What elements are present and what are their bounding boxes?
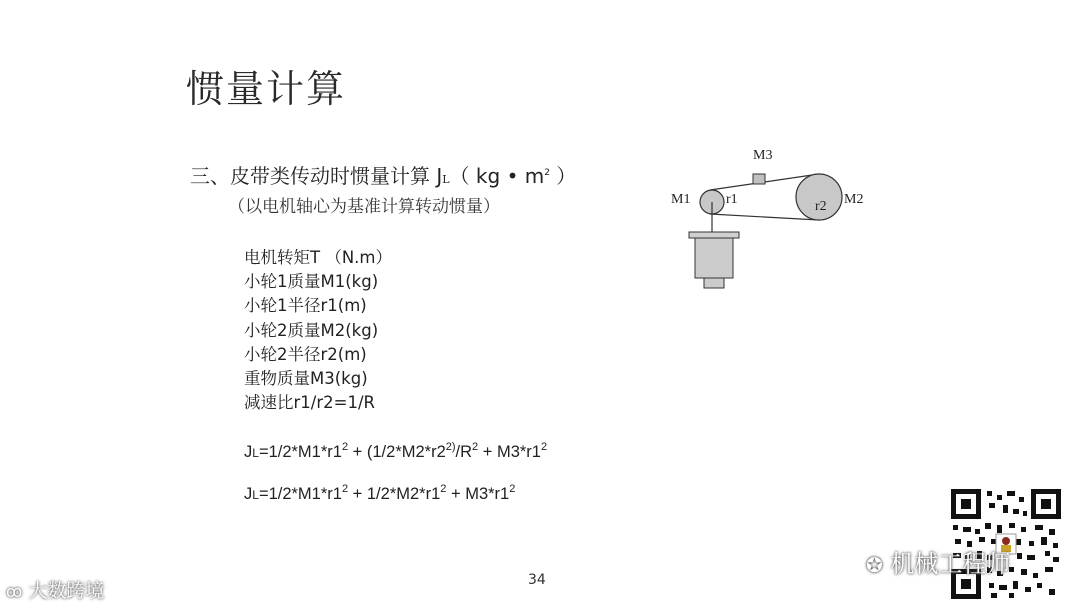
param-ratio: 减速比r1/r2=1/R	[244, 393, 375, 413]
formula-2-part3: + M3*r1	[446, 485, 510, 503]
param-motor-torque: 电机转矩T （N.m）	[244, 248, 392, 267]
formula-2-j: J	[244, 485, 253, 503]
heading-unit-close: ）	[549, 164, 577, 188]
heading-unit-exponent: 2	[544, 168, 550, 178]
weight-m3	[753, 174, 765, 184]
formula-2-part2: + 1/2*M2*r1	[348, 485, 441, 503]
param-m1: 小轮1质量M1(kg)	[244, 272, 379, 292]
watermark-right	[866, 544, 1010, 579]
formula-2	[244, 483, 515, 504]
formula-2-exp1: 2	[341, 483, 349, 495]
heading-text: 三、皮带类传动时惯量计算 J	[190, 164, 443, 188]
formula-1-exp4: 2	[540, 441, 548, 453]
belt-bottom	[710, 214, 819, 220]
watermark-left-text: 大数跨境	[28, 580, 105, 602]
page-title: 惯量计算	[186, 67, 347, 111]
param-m3: 重物质量M3(kg)	[244, 369, 368, 389]
formula-2-sub: L	[252, 488, 259, 502]
formula-1-part1: =1/2*M1*r1	[258, 443, 342, 461]
motor-base	[704, 278, 724, 288]
label-m3: M3	[753, 148, 773, 163]
formula-2-part1: =1/2*M1*r1	[258, 485, 342, 503]
formula-2-exp2: 2	[440, 483, 447, 495]
param-r1: 小轮1半径r1(m)	[244, 296, 367, 316]
label-m1: M1	[671, 192, 691, 207]
formula-1-exp2: 2)	[445, 441, 456, 453]
heading-subscript: L	[442, 173, 450, 186]
section-heading	[190, 160, 576, 189]
param-m2: 小轮2质量M2(kg)	[244, 320, 379, 340]
parameter-list	[244, 246, 392, 415]
formula-1-exp1: 2	[341, 441, 349, 453]
formula-1-part3: /R	[455, 443, 473, 461]
label-r1: r1	[726, 192, 738, 207]
formula-1-part4: + M3*r1	[478, 443, 541, 461]
motor-body	[695, 238, 733, 278]
watermark-left	[6, 576, 104, 603]
formula-1-j: J	[244, 443, 253, 461]
reference-note: （以电机轴心为基准计算转动惯量）	[228, 197, 500, 217]
page-number: 34	[528, 572, 546, 588]
watermark-right-text: 机械工程师	[890, 550, 1011, 578]
heading-unit: （ kg • m	[449, 164, 545, 188]
formula-1-sub: L	[252, 446, 259, 460]
formula-1-part2: + (1/2*M2*r2	[348, 443, 446, 461]
belt-drive-diagram	[660, 140, 880, 300]
wechat-icon: ✪	[866, 553, 883, 577]
label-r2: r2	[815, 199, 827, 214]
param-r2: 小轮2半径r2(m)	[244, 344, 367, 364]
formula-1	[244, 441, 547, 462]
label-m2: M2	[844, 192, 864, 207]
formula-2-exp3: 2	[509, 483, 516, 495]
motor-flange	[689, 232, 739, 238]
watermark-logo-icon: ꝏ	[6, 582, 23, 601]
formula-1-exp3: 2	[472, 441, 479, 453]
